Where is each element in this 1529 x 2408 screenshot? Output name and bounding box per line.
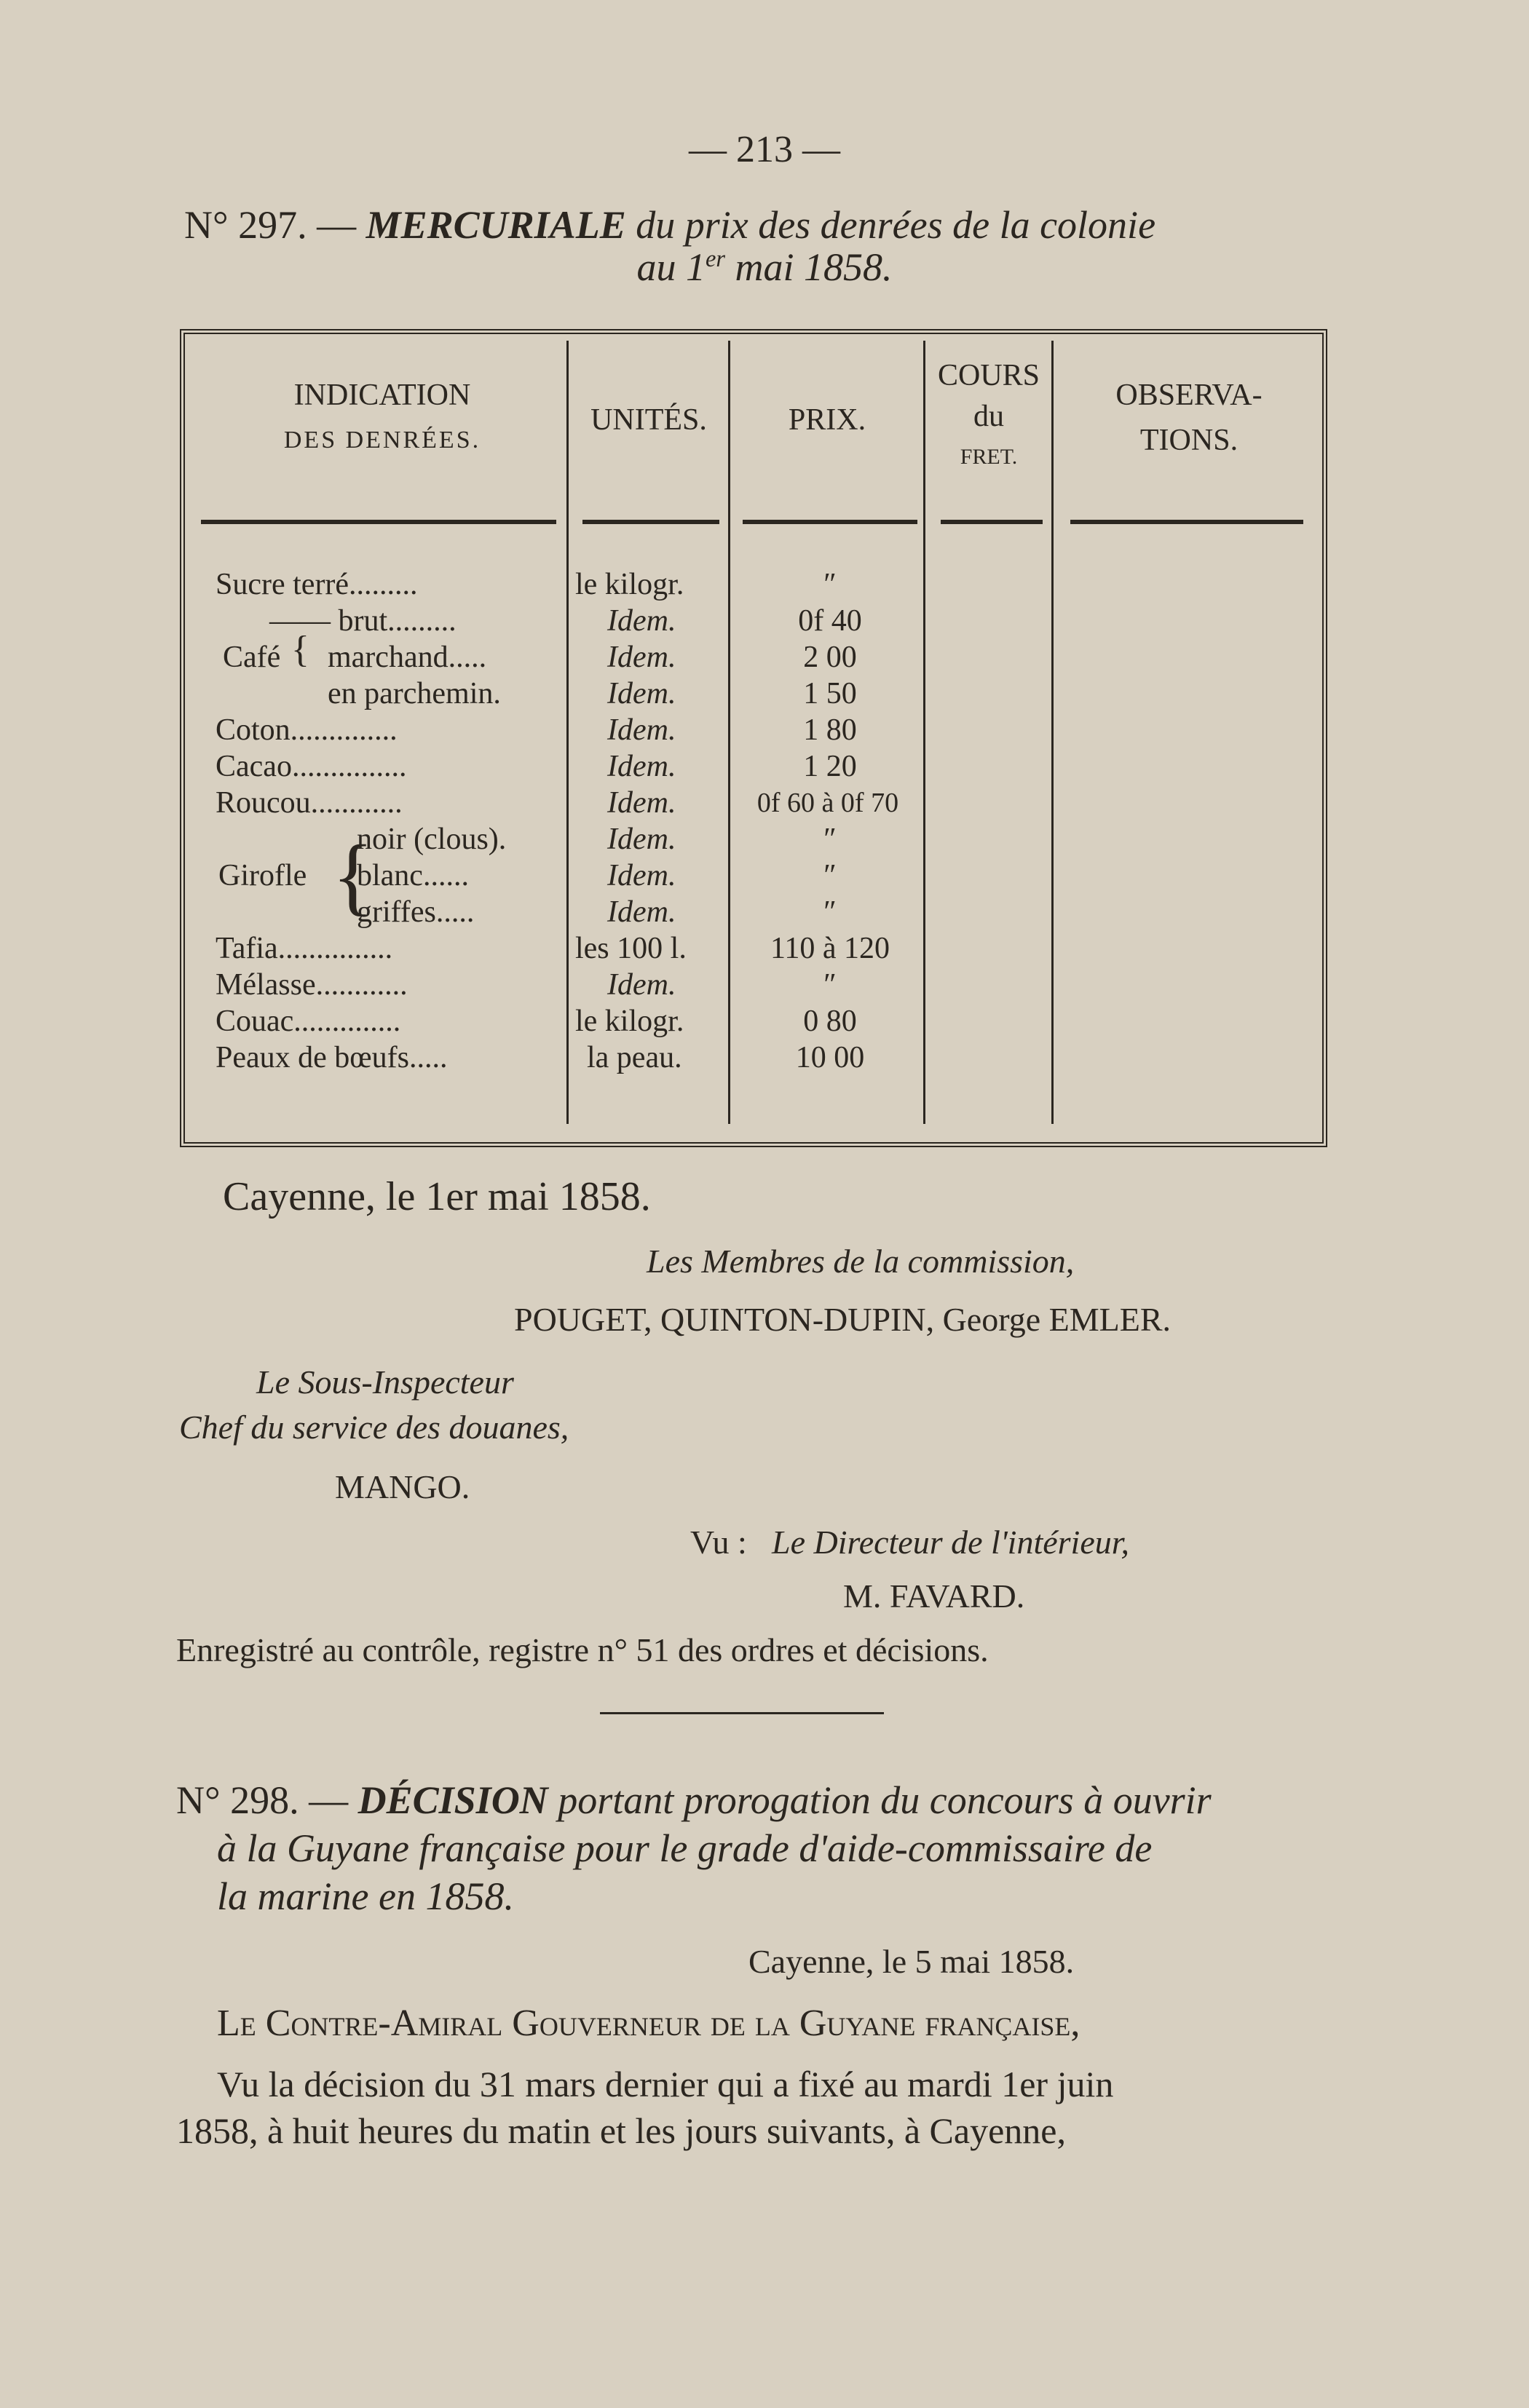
- row-unit: Idem.: [607, 604, 676, 638]
- row-unit: Idem.: [607, 677, 676, 710]
- row-unit: Idem.: [607, 968, 676, 1002]
- row-name: Mélasse............: [216, 968, 408, 1002]
- row-name: en parchemin.: [328, 677, 501, 710]
- row-group-label: Girofle: [218, 859, 307, 892]
- separator: [600, 1712, 884, 1714]
- date-298: Cayenne, le 5 mai 1858.: [748, 1943, 1075, 1980]
- doc-298-heading-line2: à la Guyane française pour le grade d'aide-commissaire de: [217, 1826, 1153, 1870]
- header-observations: OBSERVA- TIONS.: [1115, 379, 1263, 457]
- row-price: 0f 60 à 0f 70: [756, 788, 899, 818]
- doc-297-title-main: MERCURIALE: [366, 203, 626, 247]
- row-name: Peaux de bœufs.....: [216, 1041, 448, 1074]
- doc-298-heading-line3: la marine en 1858.: [217, 1874, 514, 1918]
- doc-298-title-main: DÉCISION: [357, 1778, 548, 1822]
- row-name: Sucre terré.........: [216, 568, 418, 601]
- row-price: 1 20: [803, 750, 857, 783]
- directeur-name: M. FAVARD.: [843, 1577, 1025, 1615]
- vu-text: Le Directeur de l'intérieur,: [772, 1524, 1130, 1561]
- doc-297-heading: [184, 202, 1155, 247]
- row-name: Coton..............: [216, 713, 398, 747]
- row-price: ″: [823, 568, 837, 601]
- doc-298-heading: [176, 1778, 1212, 1823]
- doc-297-title-rest: du prix des denrées de la colonie: [636, 203, 1156, 247]
- doc-298-title-rest: portant prorogation du concours à ouvrir: [558, 1778, 1212, 1822]
- row-unit: les 100 l.: [575, 932, 687, 965]
- row-name: Couac..............: [216, 1005, 401, 1038]
- row-unit: la peau.: [587, 1041, 682, 1074]
- row-unit: le kilogr.: [575, 1005, 684, 1038]
- row-price: ″: [823, 823, 837, 856]
- row-price: 0 80: [803, 1005, 857, 1038]
- row-group-label: Café: [223, 641, 281, 674]
- doc-298-number: N° 298. —: [176, 1778, 349, 1822]
- header-rule: [743, 520, 917, 524]
- header-unites: UNITÉS.: [590, 403, 707, 437]
- enregistre: Enregistré au contrôle, registre n° 51 des ordres et décisions.: [176, 1631, 989, 1668]
- row-unit: Idem.: [607, 750, 676, 783]
- row-price: 10 00: [795, 1041, 865, 1074]
- header-rule: [1070, 520, 1303, 524]
- row-name: griffes.....: [357, 895, 475, 929]
- row-price: ″: [823, 895, 837, 929]
- row-name: noir (clous).: [357, 823, 507, 856]
- commission-names: POUGET, QUINTON-DUPIN, George EMLER.: [514, 1301, 1172, 1338]
- row-name: Tafia...............: [216, 932, 393, 965]
- row-name: blanc......: [357, 859, 469, 892]
- row-price: 1 50: [803, 677, 857, 710]
- header-denrees: INDICATION DES DENRÉES.: [283, 379, 481, 454]
- row-name: marchand.....: [328, 641, 487, 674]
- header-rule: [941, 520, 1043, 524]
- row-unit: Idem.: [607, 859, 676, 892]
- sous-inspecteur-title: Le Sous-Inspecteur: [256, 1363, 514, 1401]
- row-price: 110 à 120: [770, 932, 890, 965]
- vu-line-1: Vu la décision du 31 mars dernier qui a fixé au mardi 1er juin: [217, 2064, 1114, 2104]
- row-unit: le kilogr.: [575, 568, 684, 601]
- col-divider: [728, 341, 730, 1124]
- row-name: Roucou............: [216, 786, 403, 820]
- page-number: — 213 —: [689, 129, 840, 170]
- row-price: ″: [823, 859, 837, 892]
- governor-line: Le Contre-Amiral Gouverneur de la Guyane française,: [217, 2003, 1080, 2044]
- row-unit: Idem.: [607, 641, 676, 674]
- header-fret: COURS du FRET.: [937, 359, 1040, 469]
- col-divider: [1051, 341, 1054, 1124]
- sous-inspecteur-name: MANGO.: [335, 1468, 470, 1505]
- row-name: Cacao...............: [216, 750, 407, 783]
- row-price: 0f 40: [798, 604, 862, 638]
- row-unit: Idem.: [607, 786, 676, 820]
- row-unit: Idem.: [607, 823, 676, 856]
- doc-297-number: N° 297. —: [184, 203, 357, 247]
- commission-label: Les Membres de la commission,: [647, 1243, 1075, 1280]
- header-prix: PRIX.: [788, 403, 866, 437]
- header-rule: [201, 520, 556, 524]
- doc-297-heading-line2: au 1er mai 1858.: [636, 245, 893, 289]
- row-name: —— brut.........: [269, 604, 457, 638]
- vu-line-2: 1858, à huit heures du matin et les jours suivants, à Cayenne,: [176, 2110, 1066, 2151]
- place-date: Cayenne, le 1er mai 1858.: [223, 1174, 651, 1219]
- col-divider: [566, 341, 569, 1124]
- sous-inspecteur-subtitle: Chef du service des douanes,: [179, 1409, 569, 1446]
- row-price: 1 80: [803, 713, 857, 747]
- row-price: ″: [823, 968, 837, 1002]
- row-unit: Idem.: [607, 713, 676, 747]
- row-unit: Idem.: [607, 895, 676, 929]
- header-rule: [582, 520, 719, 524]
- vu-label: Vu :: [690, 1524, 747, 1561]
- row-price: 2 00: [803, 641, 857, 674]
